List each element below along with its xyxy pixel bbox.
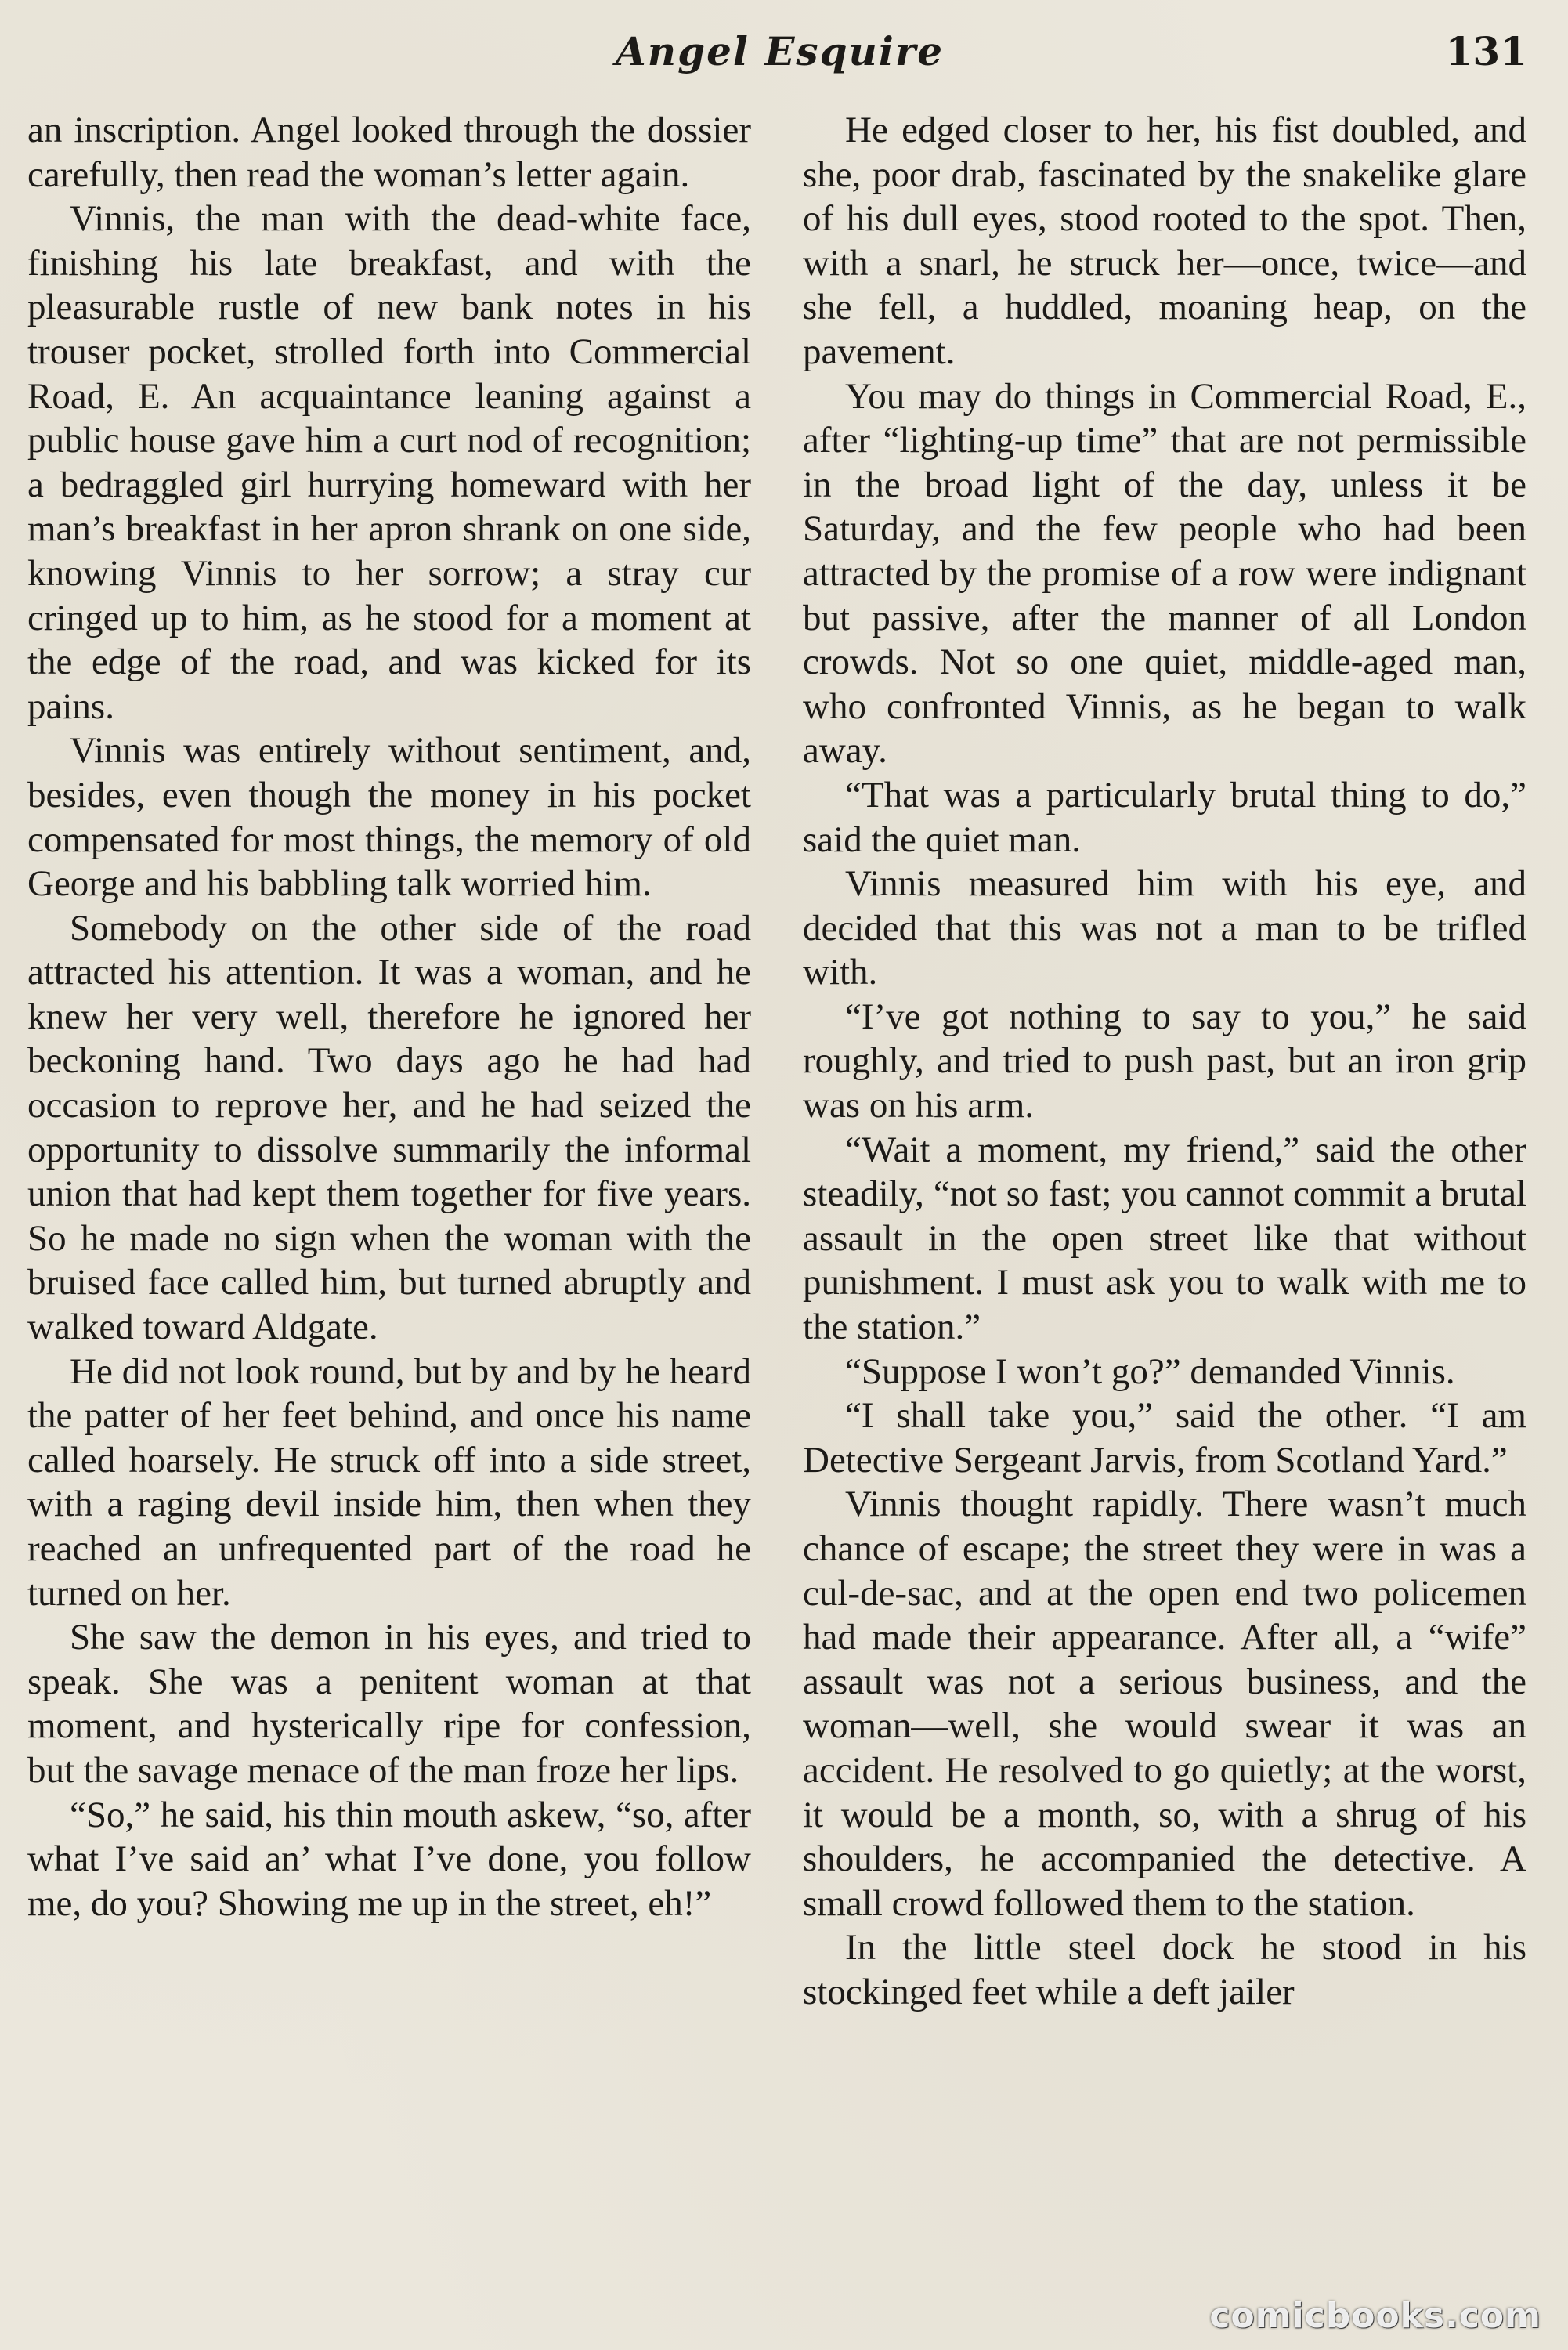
paragraph: an inscription. Angel looked through the dossier carefully, then read the woman’s letter again. [27,110,751,195]
paragraph: “So,” he said, his thin mouth askew, “so, after what I’ve said an’ what I’ve done, you follow me, do you? Showing me up in the street, eh!” [27,1794,751,1924]
page-number: 131 [1445,28,1527,74]
site-watermark: comicbooks.com [1209,2296,1541,2336]
paragraph: You may do things in Commercial Road, E., after “lighting-up time” that are not permissible in the broad light of the day, unless it be Saturday, and the few people who had been attracted by the promise of a row were indignant but passive, after the manner of all London crowds. Not so one quiet, middle-aged man, who confronted Vinnis, as he began to walk away. [803,375,1526,772]
paragraph: “Wait a moment, my friend,” said the other steadily, “not so fast; you cannot commit a brutal assault in the open street like that without punishment. I must ask you to walk with me to the station.” [803,1129,1526,1348]
paragraph: Vinnis was entirely without sentiment, and, besides, even though the money in his pocket compensated for most things, the memory of old George and his babbling talk worried him. [27,730,751,905]
paragraph: She saw the demon in his eyes, and tried to speak. She was a penitent woman at that moment, and hysterically ripe for confession, but the savage menace of the man froze her lips. [27,1617,751,1791]
paragraph: “That was a particularly brutal thing to do,” said the quiet man. [803,774,1526,860]
paragraph: He did not look round, but by and by he heard the patter of her feet behind, and once his name called hoarsely. He struck off into a side street, with a raging devil inside him, then when they reached an unfrequented part of the road he turned on her. [27,1350,751,1614]
paragraph: Somebody on the other side of the road attracted his attention. It was a woman, and he knew her very well, therefore he ignored her beckoning hand. Two days ago he had had occasion to reprove her, and he had seized the opportunity to dissolve summarily the informal union that had kept them together for five years. So he made no sign when the woman with the bruised face called him, but turned abruptly and walked toward Aldgate. [27,907,751,1348]
paragraph: Vinnis, the man with the dead-white face, finishing his late breakfast, and with the pleasurable rustle of new bank notes in his trouser pocket, strolled forth into Commercial Road, E. An acquaintance leaning against a public house gave him a curt nod of recognition; a bedraggled girl hurrying homeward with her man’s breakfast in her apron shrank on one side, knowing Vinnis to her sorrow; a stray cur cringed up to him, as he stood for a moment at the edge of the road, and was kicked for its pains. [27,198,751,727]
paragraph: Vinnis thought rapidly. There wasn’t much chance of escape; the street they were in was a cul-de-sac, and at the open end two policemen had made their appearance. After all, a “wife” assault was not a serious business, and the woman—well, she would swear it was an accident. He resolved to go quietly; at the worst, it would be a month, so, with a shrug of his shoulders, he accompanied the detective. A small crowd followed them to the station. [803,1484,1526,1924]
paragraph: “Suppose I won’t go?” demanded Vinnis. [845,1350,1455,1392]
paragraph: He edged closer to her, his fist doubled, and she, poor drab, fascinated by the snakelike glare of his dull eyes, stood rooted to the spot. Then, with a snarl, he struck her—once, twice—and she fell, a huddled, moaning heap, on the pavement. [803,110,1526,372]
paragraph: “I shall take you,” said the other. “I am Detective Sergeant Jarvis, from Scotland Yard.” [803,1395,1526,1480]
paragraph: In the little steel dock he stood in his stockinged feet while a deft jailer [803,1927,1526,2012]
running-title: Angel Esquire [616,28,945,74]
paragraph: Vinnis measured him with his eye, and decided that this was not a man to be trifled with. [803,863,1526,993]
left-column [27,108,751,2333]
page-header [0,24,1568,86]
paragraph: “I’ve got nothing to say to you,” he said roughly, and tried to push past, but an iron grip was on his arm. [803,996,1526,1126]
right-column [803,108,1526,2333]
